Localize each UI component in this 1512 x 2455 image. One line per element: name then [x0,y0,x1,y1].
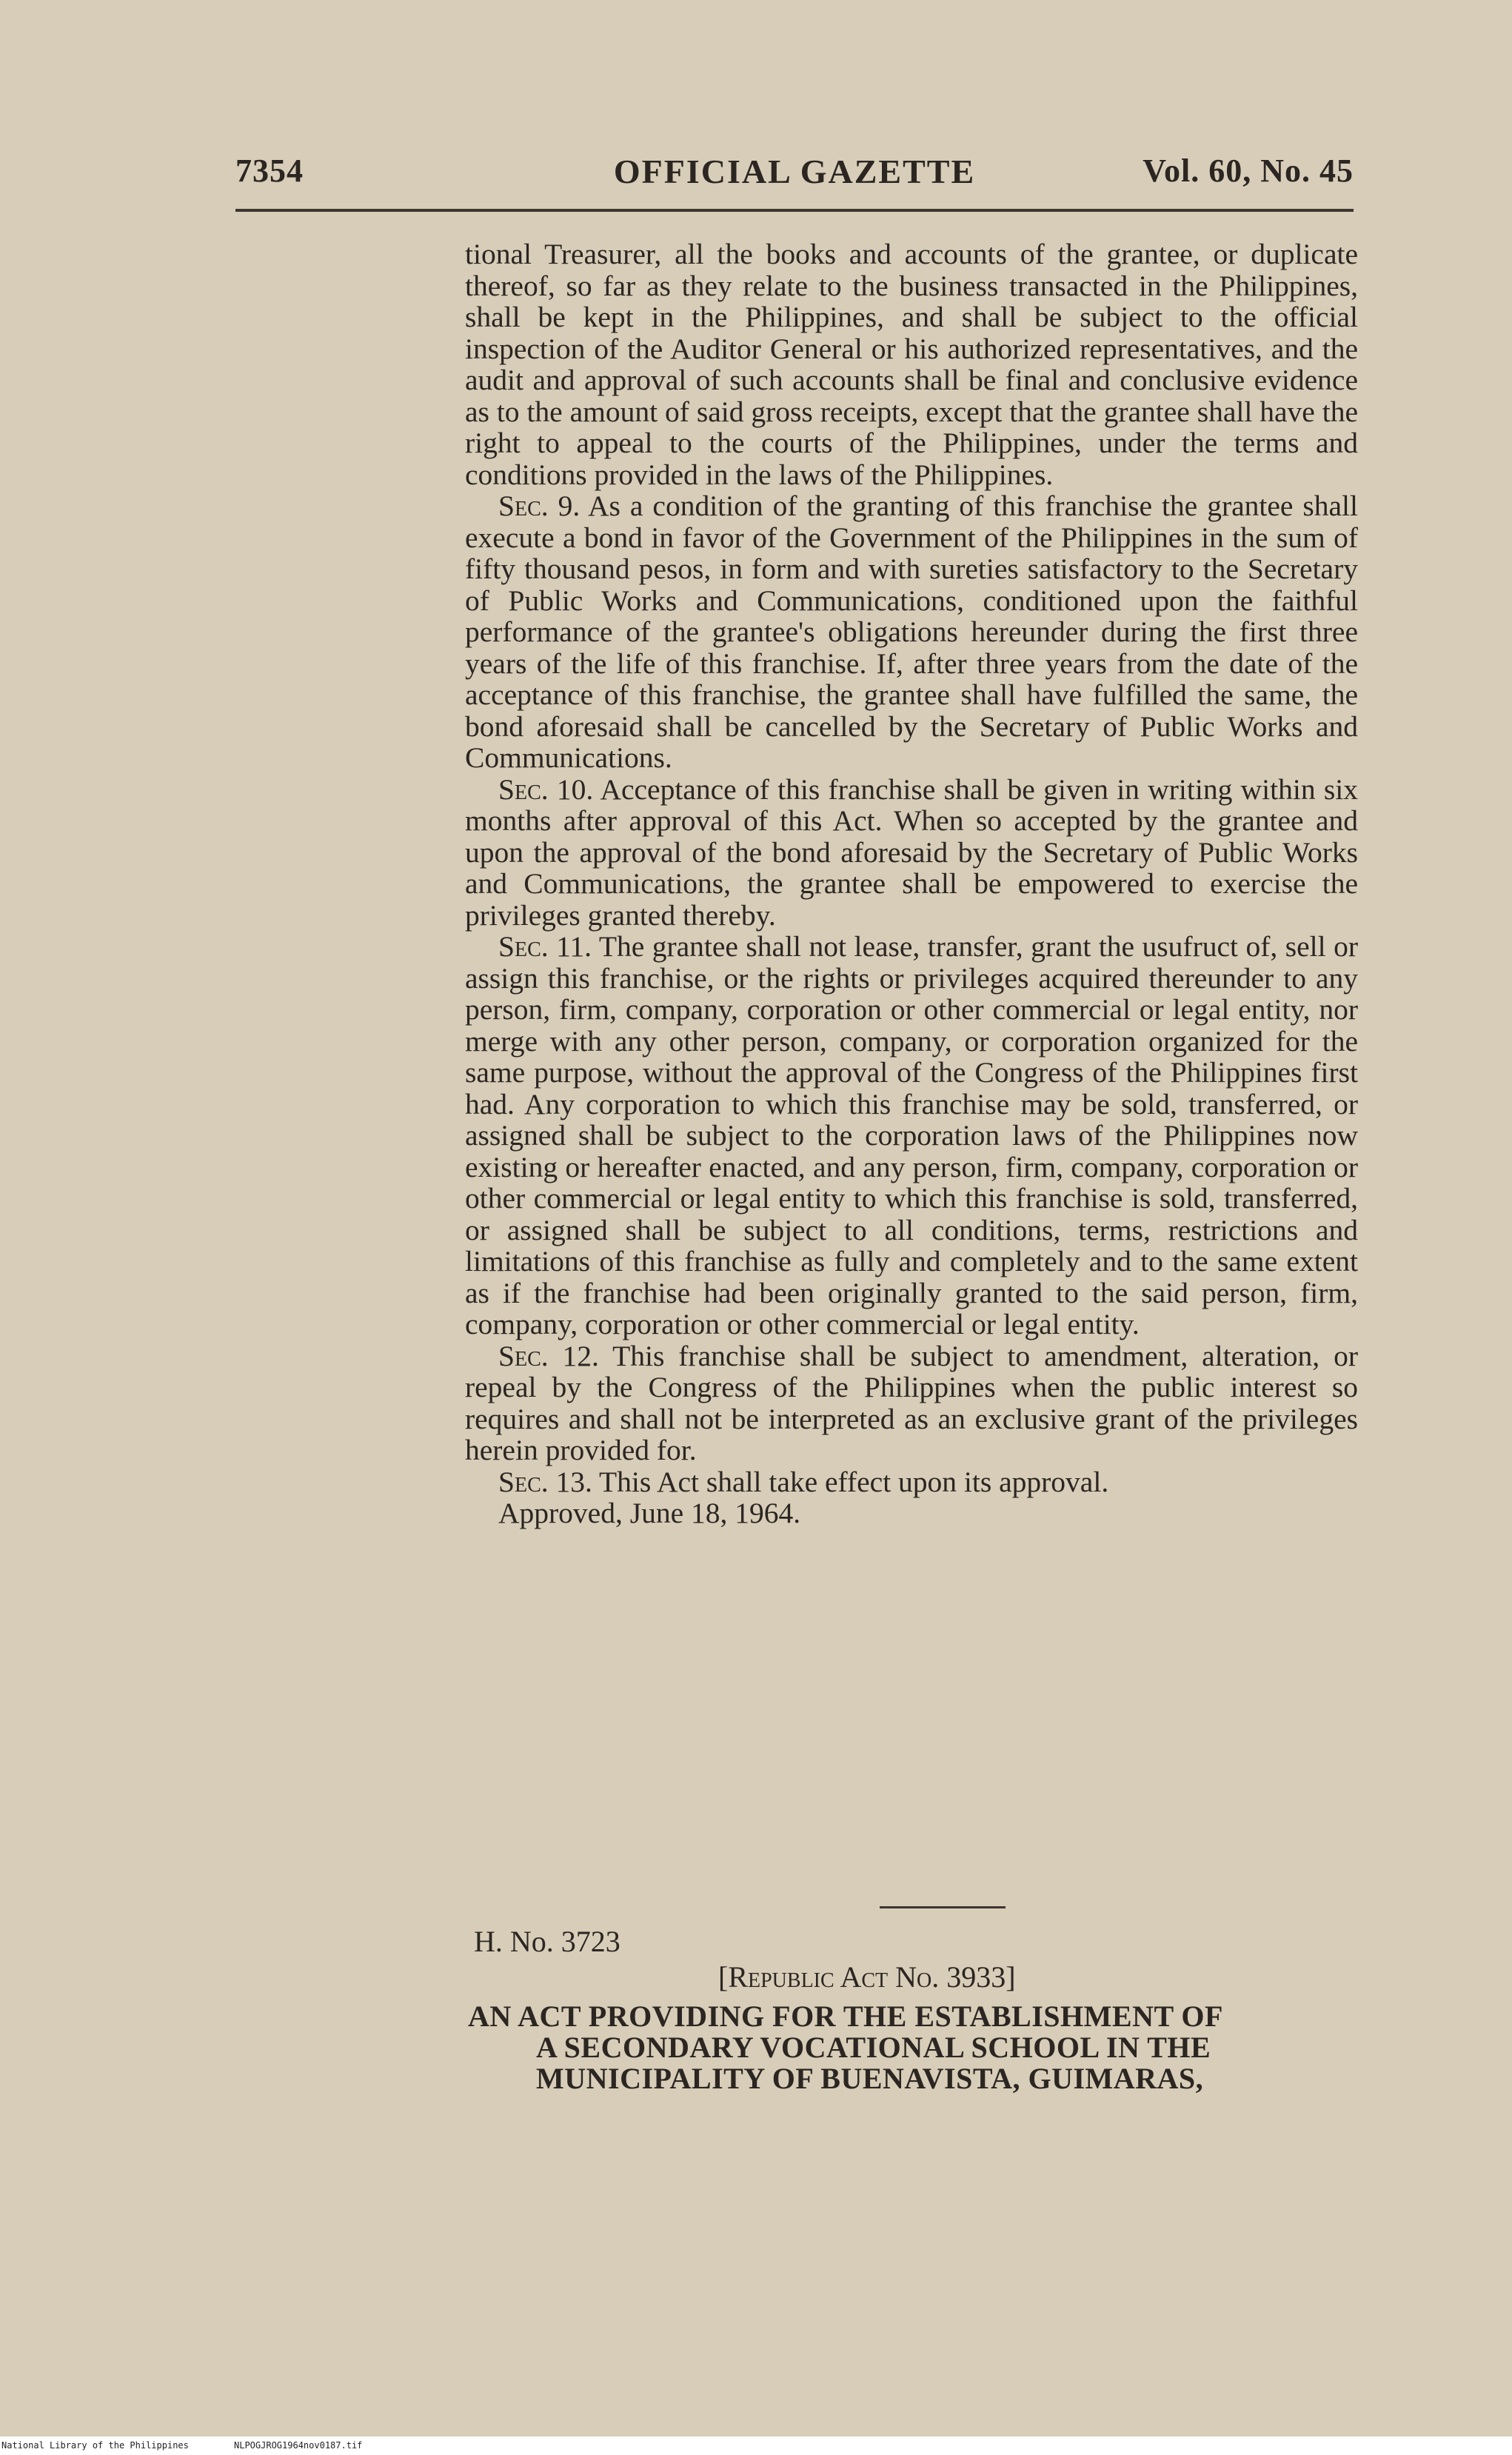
section-text: Acceptance of this franchise shall be given in writing within six months after approval of this Act. When so accepted by the grantee and upon the approval of the bond aforesaid by the Secretary of Public Works and Communications, the grantee shall be empowered to exercise the privileges granted thereby. [465,772,1358,932]
continued-paragraph: tional Treasurer, all the books and accounts of the grantee, or duplicate thereof, so far as they relate to the business transacted in the Philippines, shall be kept in the Philippines, and shall be subject to the official inspection of the Auditor General or his authorized representatives, and the audit and approval of such accounts shall be final and conclusive evidence as to the amount of said gross receipts, except that the grantee shall have the right to appeal to the courts of the Philippines, under the terms and conditions provided in the laws of the Philippines. [465,238,1358,491]
publication-title: OFFICIAL GAZETTE [613,153,976,190]
section-label: Sec. 9. [498,490,581,522]
approval-date: Approved, June 18, 1964. [498,1497,801,1529]
section-9 [465,490,1358,774]
republic-act-number: [Republic Act No. 3933] [718,1960,1016,1994]
section-label: Sec. 11. [498,930,592,963]
section-label: Sec. 13. [498,1465,592,1498]
volume-number: Vol. 60, No. 45 [1143,153,1354,189]
act-title [468,2001,1394,2094]
section-13 [465,1466,1358,1498]
section-11 [465,931,1358,1340]
section-label: Sec. 10. [498,772,594,806]
act-title-line: MUNICIPALITY OF BUENAVISTA, GUIMARAS, [536,2062,1204,2095]
section-text: This franchise shall be subject to amendment, alteration, or repeal by the Congress of the Philippines when the public interest so requires and shall not be interpreted as an exclusive grant of the privileges herein provided for. [465,1339,1358,1466]
page-header [235,152,1354,196]
section-text: The grantee shall not lease, transfer, grant the usufruct of, sell or assign this franchise, or the rights or privileges acquired thereunder to any person, firm, company, corporation or other commercial or legal entity, nor merge with any other person, company, or corporation organized for the same purpose, without the approval of the Congress of the Philippines first had. Any corporation to which this franchise may be sold, transferred, or assigned shall be subject to the corporation laws of the Philippines now existing or hereafter enacted, and any person, firm, company, corporation or other commercial or legal entity to which this franchise is sold, transferred, or assigned shall be subject to all conditions, terms, restrictions and limitations of this franchise as fully and completely and to the same extent as if the franchise had been originally granted to the said person, firm, company, corporation or other commercial or legal entity. [465,930,1358,1340]
section-text: This Act shall take effect upon its approval. [599,1465,1109,1498]
section-10 [465,774,1358,932]
scan-filename: NLPOGJROG1964nov0187.tif [234,2440,363,2451]
statute-text [465,238,1358,1529]
section-label: Sec. 12. [498,1339,599,1372]
act-divider [880,1906,1006,1908]
house-bill-number: H. No. 3723 [474,1925,620,1958]
act-title-line: A SECONDARY VOCATIONAL SCHOOL IN THE [536,2031,1211,2064]
page-number: 7354 [235,153,304,189]
header-rule [235,209,1354,212]
section-12 [465,1340,1358,1466]
act-title-line: AN ACT PROVIDING FOR THE ESTABLISHMENT OF [468,2000,1223,2033]
library-credit: National Library of the Philippines [1,2440,189,2451]
scan-footer [0,2437,1512,2455]
section-text: As a condition of the granting of this franchise the grantee shall execute a bond in favor of the Government of the Philippines in the sum of fifty thousand pesos, in form and with sureties satisfactory to the Secretary of Public Works and Communications, conditioned upon the faithful performance of the grantee's obligations hereunder during the first three years of the life of this franchise. If, after three years from the date of the acceptance of this franchise, the grantee shall have fulfilled the same, the bond aforesaid shall be cancelled by the Secretary of Public Works and Communications. [465,490,1358,774]
